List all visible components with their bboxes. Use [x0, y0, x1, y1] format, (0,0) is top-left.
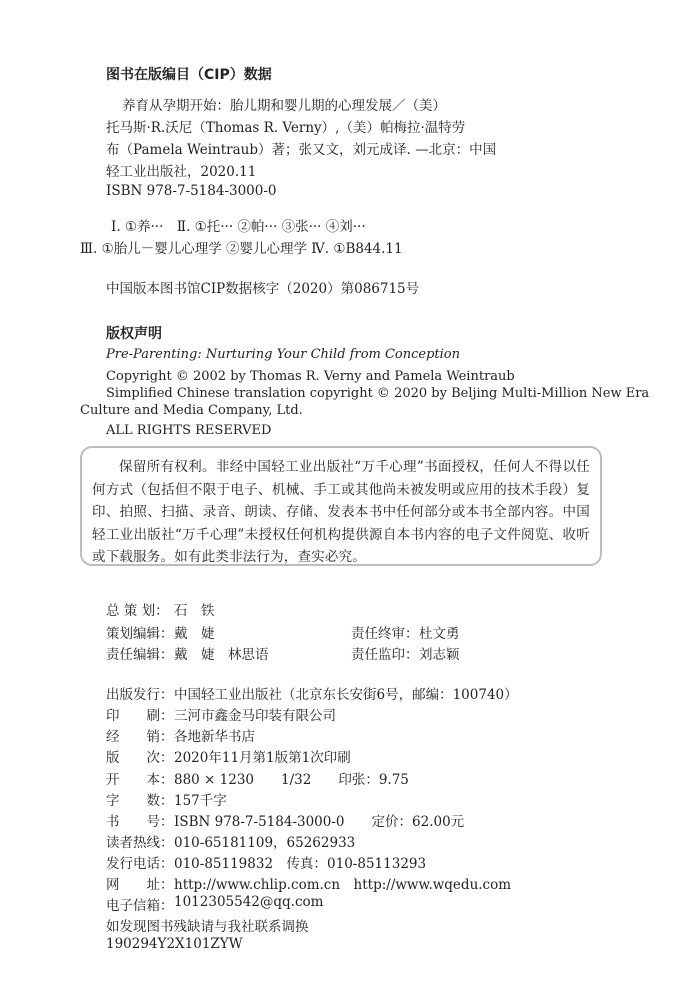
final-review-label: 责任终审：: [351, 626, 419, 642]
rights-notice-text: 保留所有权利。非经中国轻工业出版社“万千心理”书面授权，任何人不得以任何方式（包括但不限于电子、机械、手工或其他尚未被发明或应用的技术手段）复印、拍照、扫描、录音、朗读、存储、发表本书中任何部分或本书全部内容。中国轻工业出版社“万千心理”未授权任何机构提供源自本书内容的电子文件阅览、收听或下载服务。如有此类非法行为，查实必究。: [92, 459, 590, 565]
pub-value: 880 × 1230 1/32 印张：9.75: [174, 772, 409, 788]
defect-notice: 如发现图书残缺请与我社联系调换: [106, 919, 309, 935]
rights-notice-box: [80, 446, 602, 566]
resp-supervisor-label: 责任监印：: [351, 647, 419, 663]
copyright-line: Culture and Media Company, Ltd.: [80, 403, 303, 418]
resp-supervisor-value: 刘志颖: [419, 647, 460, 663]
copyright-line: Simplified Chinese translation copyright © 2020 by Beljing Multi-Million New Era: [106, 386, 650, 401]
cip-entry-line: 养育从孕期开始：胎儿期和婴儿期的心理发展／（美）: [122, 98, 446, 114]
pub-label: 网 址：: [106, 877, 174, 893]
pub-label: 电子信箱：: [106, 898, 174, 914]
cip-entry-line: 托马斯·R.沃尼（Thomas R. Verny）,（美）帕梅拉·温特劳: [106, 120, 466, 136]
cip-classification-line: Ⅲ. ①胎儿－婴儿心理学 ②婴儿心理学 Ⅳ. ①B844.11: [80, 241, 403, 257]
cip-heading: 图书在版编目（CIP）数据: [106, 67, 272, 83]
pub-value: 三河市鑫金马印装有限公司: [174, 708, 336, 724]
pub-value: 2020年11月第1版第1次印刷: [174, 750, 351, 766]
original-title: Pre-Parenting: Nurturing Your Child from Conception: [106, 347, 461, 362]
pub-value: ISBN 978-7-5184-3000-0 定价：62.00元: [174, 814, 465, 830]
pub-value: 010-85119832 传真：010-85113293: [174, 856, 427, 872]
pub-label: 发行电话：: [106, 856, 174, 872]
planner-value: 石 铁: [174, 603, 215, 619]
pub-label: 版 次：: [106, 750, 174, 766]
pub-label: 字 数：: [106, 793, 174, 809]
pub-value: 157千字: [174, 793, 227, 809]
pub-value: 1012305542@qq.com: [174, 894, 324, 910]
pub-label: 开 本：: [106, 772, 174, 788]
cip-classification-line: Ⅰ. ①养··· Ⅱ. ①托··· ②帕··· ③张··· ④刘···: [111, 219, 366, 235]
plan-editor-label: 策划编辑：: [106, 626, 174, 642]
copyright-line: Copyright © 2002 by Thomas R. Verny and Pamela Weintraub: [106, 369, 515, 384]
pub-value: 中国轻工业出版社（北京东长安街6号，邮编：100740）: [174, 687, 518, 703]
cip-entry-line: 轻工业出版社，2020.11: [106, 164, 257, 180]
copyright-heading: 版权声明: [106, 326, 162, 342]
pub-label: 经 销：: [106, 729, 174, 745]
print-code: 190294Y2X101ZYW: [106, 936, 243, 952]
pub-value: 010-65181109，65262933: [174, 835, 356, 851]
cip-entry-line: 布（Pamela Weintraub）著；张又文，刘元成译. —北京：中国: [106, 142, 497, 158]
planner-label: 总 策 划：: [106, 603, 169, 619]
pub-label: 读者热线：: [106, 835, 174, 851]
resp-editor-value: 戴 婕 林思语: [174, 647, 269, 663]
resp-editor-label: 责任编辑：: [106, 647, 174, 663]
plan-editor-value: 戴 婕: [174, 626, 215, 642]
pub-value: 各地新华书店: [174, 729, 255, 745]
pub-label: 印 刷：: [106, 708, 174, 724]
cip-number: 中国版本图书馆CIP数据核字（2020）第086715号: [106, 281, 420, 297]
final-review-value: 杜文勇: [419, 626, 460, 642]
pub-value: http://www.chlip.com.cn http://www.wqedu.com: [174, 877, 512, 893]
all-rights-reserved: ALL RIGHTS RESERVED: [106, 423, 272, 438]
pub-label: 书 号：: [106, 814, 174, 830]
cip-isbn: ISBN 978-7-5184-3000-0: [106, 183, 277, 199]
pub-label: 出版发行：: [106, 687, 174, 703]
